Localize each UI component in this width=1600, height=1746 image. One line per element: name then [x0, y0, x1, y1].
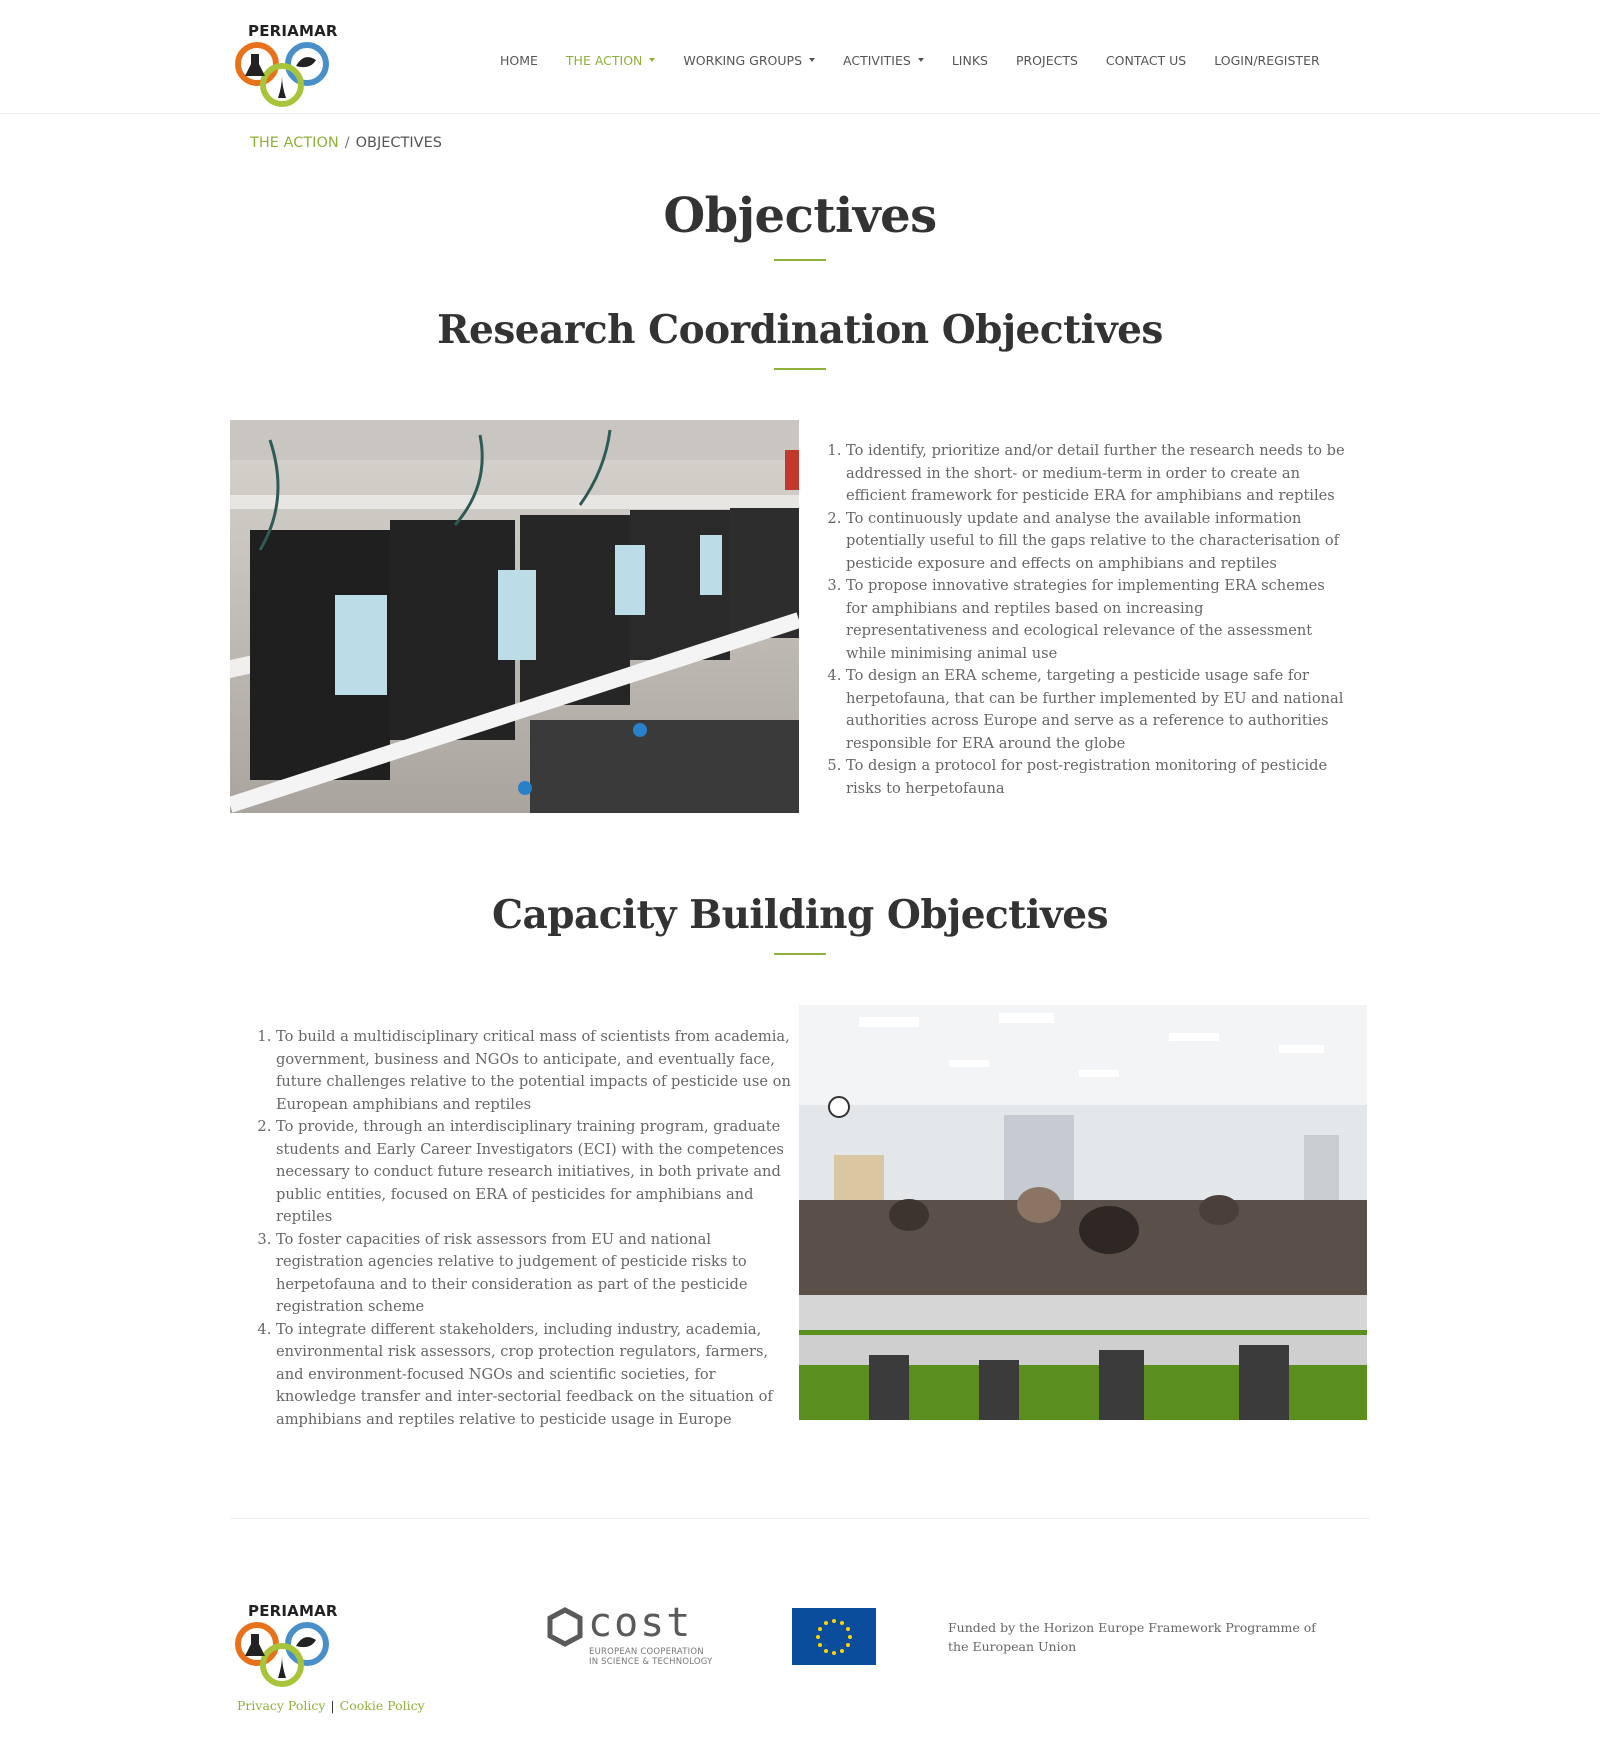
list-item: 3. To propose innovative strategies for implementing ERA schemes for amphibians and reptiles based on increasing representativeness and ecological relevance of the assessment while minimising animal use	[846, 575, 1349, 665]
conference-room-image	[799, 1005, 1367, 1420]
nav-the-action[interactable]	[566, 50, 655, 70]
nav-the-action-label: THE ACTION	[565, 52, 643, 68]
eu-flag-icon	[792, 1608, 876, 1665]
list-item: 1. To identify, prioritize and/or detail further the research needs to be addressed in the short- or medium-term in order to create an efficient framework for pesticide ERA for amphibians and reptiles	[846, 440, 1349, 508]
nav-contact-us[interactable]	[1106, 50, 1186, 70]
list-item: 2. To provide, through an interdisciplinary training program, graduate students and Early Career Investigators (ECI) with the competences necessary to conduct future research initiatives, in both private and public entities, focused on ERA of pesticides for amphibians and reptiles	[276, 1116, 794, 1229]
logo-rings-icon	[233, 38, 337, 108]
research-section-title: Research Coordination Objectives	[437, 307, 1163, 353]
nav-home-label: HOME	[500, 52, 538, 68]
breadcrumb-the-action[interactable]: THE ACTION	[250, 135, 339, 151]
main-nav	[500, 50, 1348, 70]
cost-subtitle-line2: IN SCIENCE & TECHNOLOGY	[589, 1657, 713, 1667]
list-item: 2. To continuously update and analyse the available information potentially useful to fill the gaps relative to the characterisation of pesticide exposure and effects on amphibians and reptiles	[846, 508, 1349, 576]
nav-projects[interactable]	[1016, 50, 1078, 70]
nav-login-register[interactable]	[1214, 50, 1319, 70]
logo-text: PERIAMAR	[248, 22, 338, 40]
nav-links[interactable]	[952, 50, 988, 70]
footer-links	[237, 1698, 425, 1713]
footer-periamar-logo[interactable]	[233, 1600, 343, 1688]
list-item: 4. To design an ERA scheme, targeting a pesticide usage safe for herpetofauna, that can be further implemented by EU and national authorities across Europe and serve as a reference to authorities responsible for ERA around the globe	[846, 665, 1349, 755]
breadcrumb	[250, 135, 442, 151]
cost-subtitle-line1: EUROPEAN COOPERATION	[589, 1647, 704, 1657]
nav-working-groups[interactable]	[683, 50, 815, 70]
chevron-down-icon	[649, 58, 655, 62]
list-item: 5. To design a protocol for post-registration monitoring of pesticide risks to herpetofauna	[846, 755, 1349, 800]
funding-statement: Funded by the Horizon Europe Framework Programme of the European Union	[948, 1620, 1316, 1654]
research-title-underline	[774, 368, 826, 370]
logo-rings-icon	[233, 1618, 337, 1688]
footer-logo-text: PERIAMAR	[248, 1602, 338, 1620]
capacity-section-title: Capacity Building Objectives	[491, 892, 1109, 938]
chevron-down-icon	[809, 58, 815, 62]
page-title: Objectives	[663, 188, 937, 244]
privacy-policy-link[interactable]: Privacy Policy	[237, 1698, 326, 1713]
nav-contact-us-label: CONTACT US	[1105, 52, 1187, 68]
nav-login-register-label: LOGIN/REGISTER	[1214, 52, 1320, 68]
breadcrumb-separator: /	[344, 135, 350, 151]
footer-divider	[230, 1518, 1370, 1519]
nav-links-label: LINKS	[951, 52, 988, 68]
breadcrumb-current: OBJECTIVES	[355, 135, 442, 151]
list-item: 3. To foster capacities of risk assessors from EU and national registration agencies relative to judgement of pesticide risks to herpetofauna and to their consideration as part of the pesticide registration scheme	[276, 1229, 794, 1319]
list-item: 4. To integrate different stakeholders, including industry, academia, environmental risk assessors, crop protection regulators, farmers, and environment-focused NGOs and scientific societies, for knowledge transfer and inter-sectorial feedback on the situation of amphibians and reptiles relative to pesticide usage in Europe	[276, 1319, 794, 1432]
periamar-logo[interactable]	[233, 20, 343, 108]
site-header	[0, 0, 1600, 114]
nav-activities[interactable]	[843, 50, 924, 70]
list-item: 1. To build a multidisciplinary critical mass of scientists from academia, government, business and NGOs to anticipate, and eventually face, future challenges relative to the potential impacts of pesticide use on European amphibians and reptiles	[276, 1026, 794, 1116]
cost-logo[interactable]	[545, 1600, 715, 1669]
cost-subtitle	[589, 1647, 713, 1667]
capacity-objectives-list	[259, 1026, 794, 1431]
nav-home[interactable]	[500, 50, 538, 70]
cost-hexagon-icon	[545, 1607, 585, 1647]
research-objectives-list	[829, 440, 1349, 800]
nav-activities-label: ACTIVITIES	[843, 52, 911, 68]
title-underline	[774, 259, 826, 261]
nav-projects-label: PROJECTS	[1015, 52, 1078, 68]
chevron-down-icon	[918, 58, 924, 62]
cookie-policy-link[interactable]: Cookie Policy	[339, 1698, 425, 1713]
nav-working-groups-label: WORKING GROUPS	[683, 52, 803, 68]
cost-wordmark: cost	[588, 1600, 693, 1646]
capacity-title-underline	[774, 953, 826, 955]
lab-tanks-image	[230, 420, 799, 813]
footer-link-separator: |	[330, 1698, 335, 1713]
